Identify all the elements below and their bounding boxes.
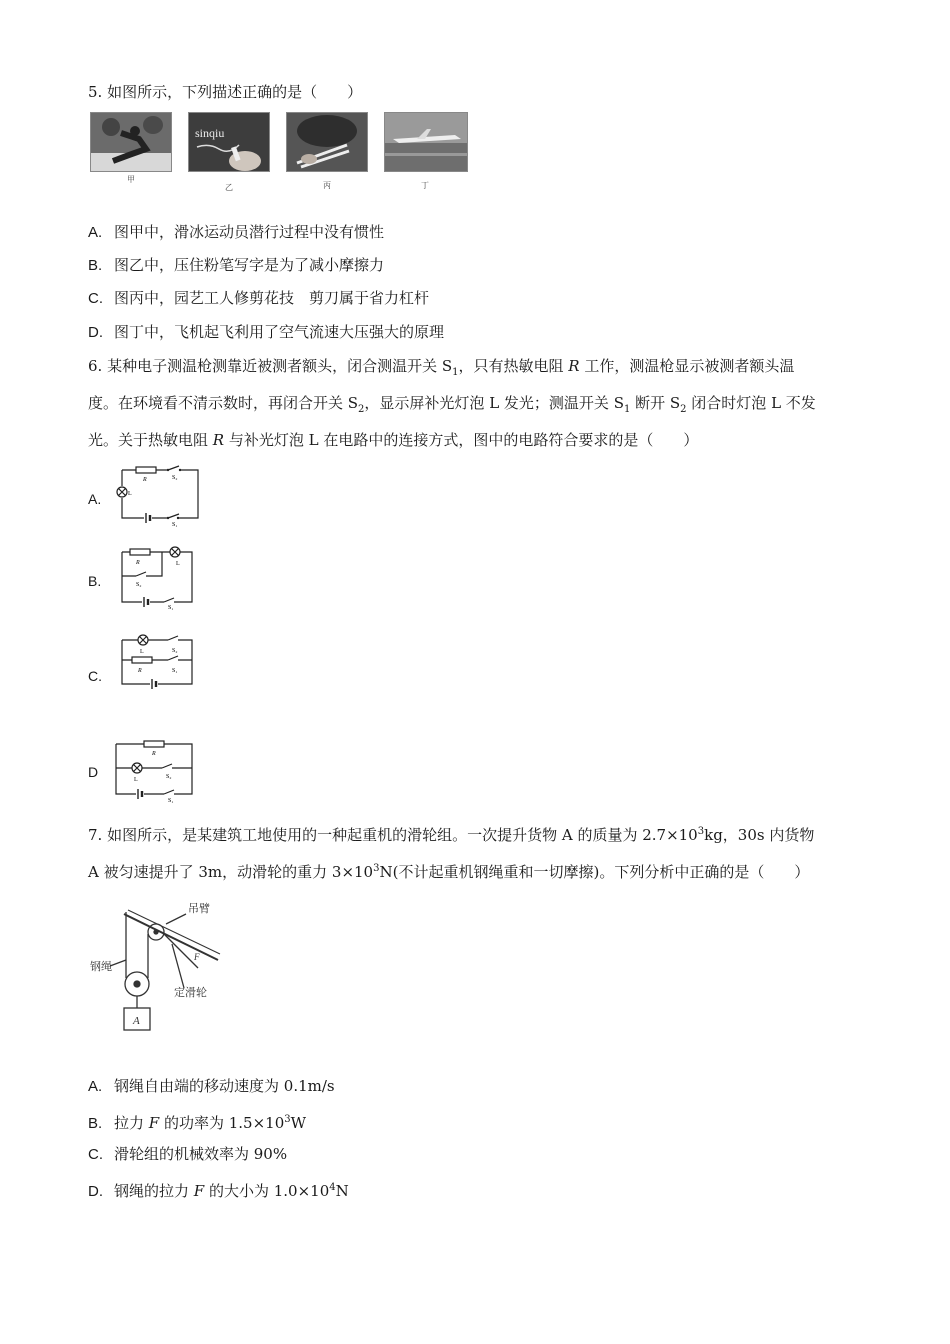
circuit-d-s1: S₁ xyxy=(168,798,174,804)
circuit-b-r: R xyxy=(136,560,140,566)
q5-option-d[interactable]: D. 图丁中，飞机起飞利用了空气流速大压强大的原理 xyxy=(88,323,445,341)
circuit-b xyxy=(122,547,192,607)
circuit-a-r: R xyxy=(143,477,147,483)
q5-stem: 5. 如图所示，下列描述正确的是（ ） xyxy=(88,83,363,101)
q7-stem-line1: 7. 如图所示，是某建筑工地使用的一种起重机的滑轮组。一次提升货物 A 的质量为 $2.7\times 10^3kg$，30s 内货物 xyxy=(88,826,815,844)
circuit-d-s2: S₂ xyxy=(166,774,172,780)
circuit-b-s1: S₁ xyxy=(168,605,174,611)
caption-jia: 甲 xyxy=(127,175,135,184)
label-cargo: A xyxy=(133,1015,140,1027)
circuit-c-r: R xyxy=(138,668,142,674)
q7-option-a[interactable]: A. 钢绳自由端的移动速度为 0.1m/s xyxy=(88,1077,335,1095)
photo-skater xyxy=(90,112,172,172)
crane-pulley-figure xyxy=(88,896,228,1046)
circuit-a-s2: S₂ xyxy=(172,475,178,481)
q7-option-c[interactable]: C. 滑轮组的机械效率为 90% xyxy=(88,1145,288,1163)
q6-option-a-label[interactable]: A. xyxy=(88,491,102,507)
photo-airplane xyxy=(384,112,468,172)
circuit-b-l: L xyxy=(176,561,180,567)
q7-stem-line2: A 被匀速提升了 3m，动滑轮的重力 $3\times 10^3N$(不计起重机钢绳重和一切摩擦)。下列分析中正确的是（ ） xyxy=(88,863,810,881)
circuit-a-s1: S₁ xyxy=(172,522,178,528)
caption-bing: 丙 xyxy=(323,181,331,190)
circuit-d-r: R xyxy=(152,751,156,757)
label-boom: 吊臂 xyxy=(188,903,210,915)
q7-option-d[interactable]: D. 钢绳的拉力 F 的大小为 $1.0\times 10^4N$ xyxy=(88,1182,349,1200)
q6-option-b-label[interactable]: B. xyxy=(88,573,102,589)
q5-option-b[interactable]: B. 图乙中，压住粉笔写字是为了减小摩擦力 xyxy=(88,256,385,274)
chalk-writing: sinqiu xyxy=(195,126,225,140)
circuit-d xyxy=(116,741,192,799)
circuit-c-l: L xyxy=(140,649,144,655)
caption-ding: 丁 xyxy=(421,181,429,190)
circuit-c-s1: S₁ xyxy=(172,668,178,674)
photo-chalk xyxy=(188,112,270,172)
q5-option-c[interactable]: C. 图丙中，园艺工人修剪花技 剪刀属于省力杠杆 xyxy=(88,289,430,307)
circuit-d-l: L xyxy=(134,777,138,783)
q7-option-b[interactable]: B. 拉力 F 的功率为 $1.5\times 10^3W$ xyxy=(88,1114,307,1132)
label-fixed-pulley: 定滑轮 xyxy=(174,987,207,999)
q6-stem-line2: 度。在环境看不清示数时，再闭合开关 $S_2$，显示屏补光灯泡 L 发光；测温开关 $S_1$ 断开 $S_2$ 闭合时灯泡 L 不发 xyxy=(88,394,816,415)
caption-yi: 乙 xyxy=(225,183,233,192)
q5-option-a[interactable]: A. 图甲中，滑冰运动员潜行过程中没有惯性 xyxy=(88,223,385,241)
photo-shears xyxy=(286,112,368,172)
circuit-c xyxy=(122,635,192,689)
q6-option-d-label[interactable]: D xyxy=(88,764,99,780)
label-rope: 钢绳 xyxy=(90,961,112,973)
q6-option-c-label[interactable]: C. xyxy=(88,668,102,684)
circuit-c-s2: S₂ xyxy=(172,648,178,654)
circuit-a xyxy=(112,464,204,528)
label-force: F xyxy=(194,952,200,962)
q6-stem-line3: 光。关于热敏电阻 R 与补光灯泡 L 在电路中的连接方式，图中的电路符合要求的是（ ） xyxy=(88,431,699,449)
circuit-b-s2: S₂ xyxy=(136,582,142,588)
circuit-a-l: L xyxy=(128,491,132,497)
q6-stem-line1: 6. 某种电子测温枪测靠近被测者额头，闭合测温开关 $S_1$，只有热敏电阻 R 工作，测温枪显示被测者额头温 xyxy=(88,357,795,378)
